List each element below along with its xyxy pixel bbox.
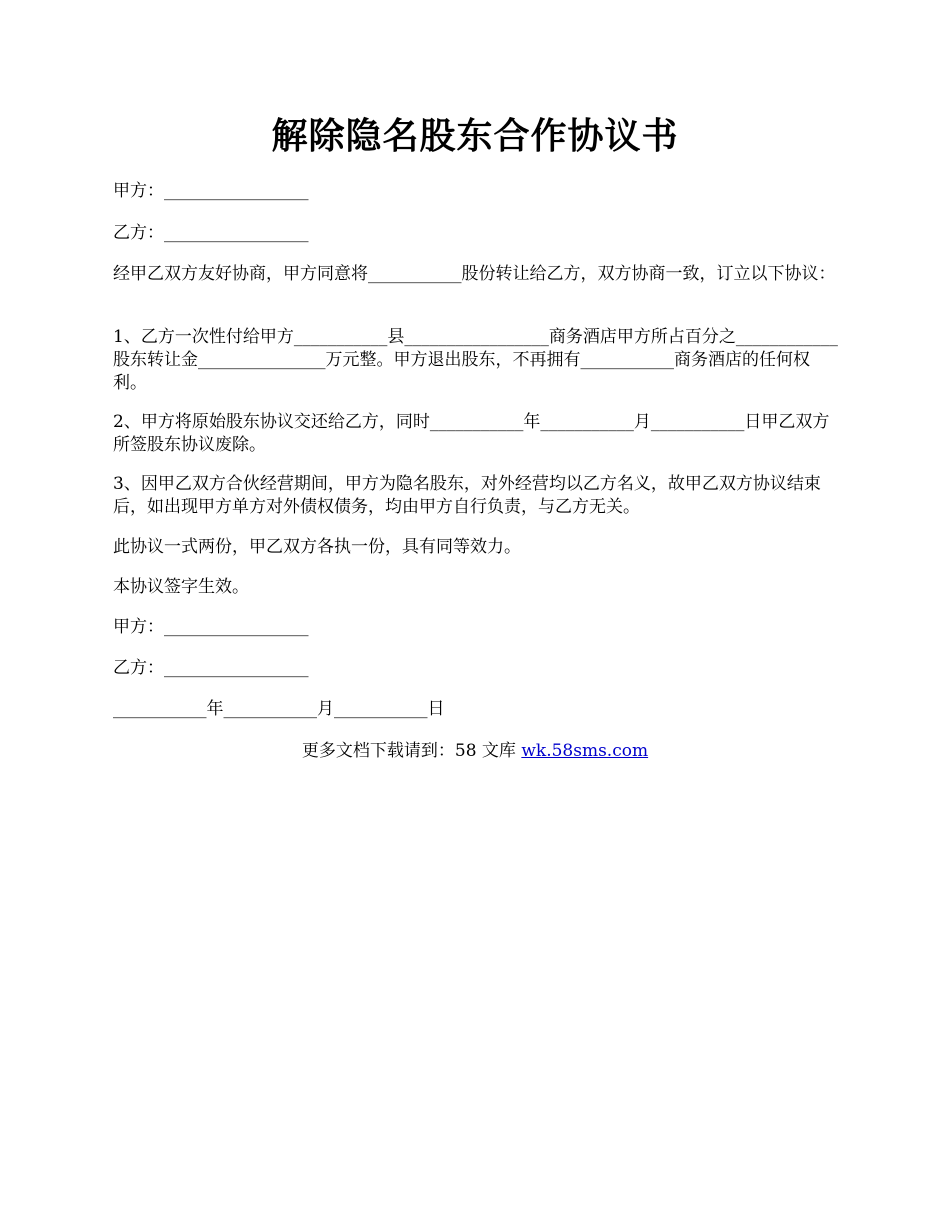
intro-paragraph: 经甲乙双方友好协商，甲方同意将___________股份转让给乙方，双方协商一致，订立以下协议：	[113, 264, 836, 284]
clause-1: 1、乙方一次性付给甲方___________县_________________商务酒店甲方所占百分之____________股东转让金_______________万元整。甲方退出股东，不再拥有___________商务酒店的任何权利。	[113, 327, 838, 393]
party-a-signature: 甲方：_________________	[113, 617, 309, 637]
party-b-signature: 乙方：_________________	[113, 658, 309, 678]
date-line: ___________年___________月___________日	[113, 699, 445, 719]
effective-paragraph: 本协议签字生效。	[113, 577, 249, 597]
clause-2: 2、甲方将原始股东协议交还给乙方，同时___________年___________月___________日甲乙双方所签股东协议废除。	[113, 412, 830, 455]
footer-link[interactable]: wk.58sms.com	[521, 741, 649, 761]
copies-paragraph: 此协议一式两份，甲乙双方各执一份，具有同等效力。	[113, 537, 521, 557]
footer-text: 更多文档下载请到：58 文库	[301, 741, 522, 761]
party-a-top: 甲方：_________________	[113, 181, 309, 201]
footer	[0, 740, 950, 763]
clause-3: 3、因甲乙双方合伙经营期间，甲方为隐名股东，对外经营均以乙方名义，故甲乙双方协议结束后，如出现甲方单方对外债权债务，均由甲方自行负责，与乙方无关。	[113, 474, 821, 517]
document-title: 解除隐名股东合作协议书	[271, 115, 679, 157]
party-b-top: 乙方：_________________	[113, 223, 309, 243]
